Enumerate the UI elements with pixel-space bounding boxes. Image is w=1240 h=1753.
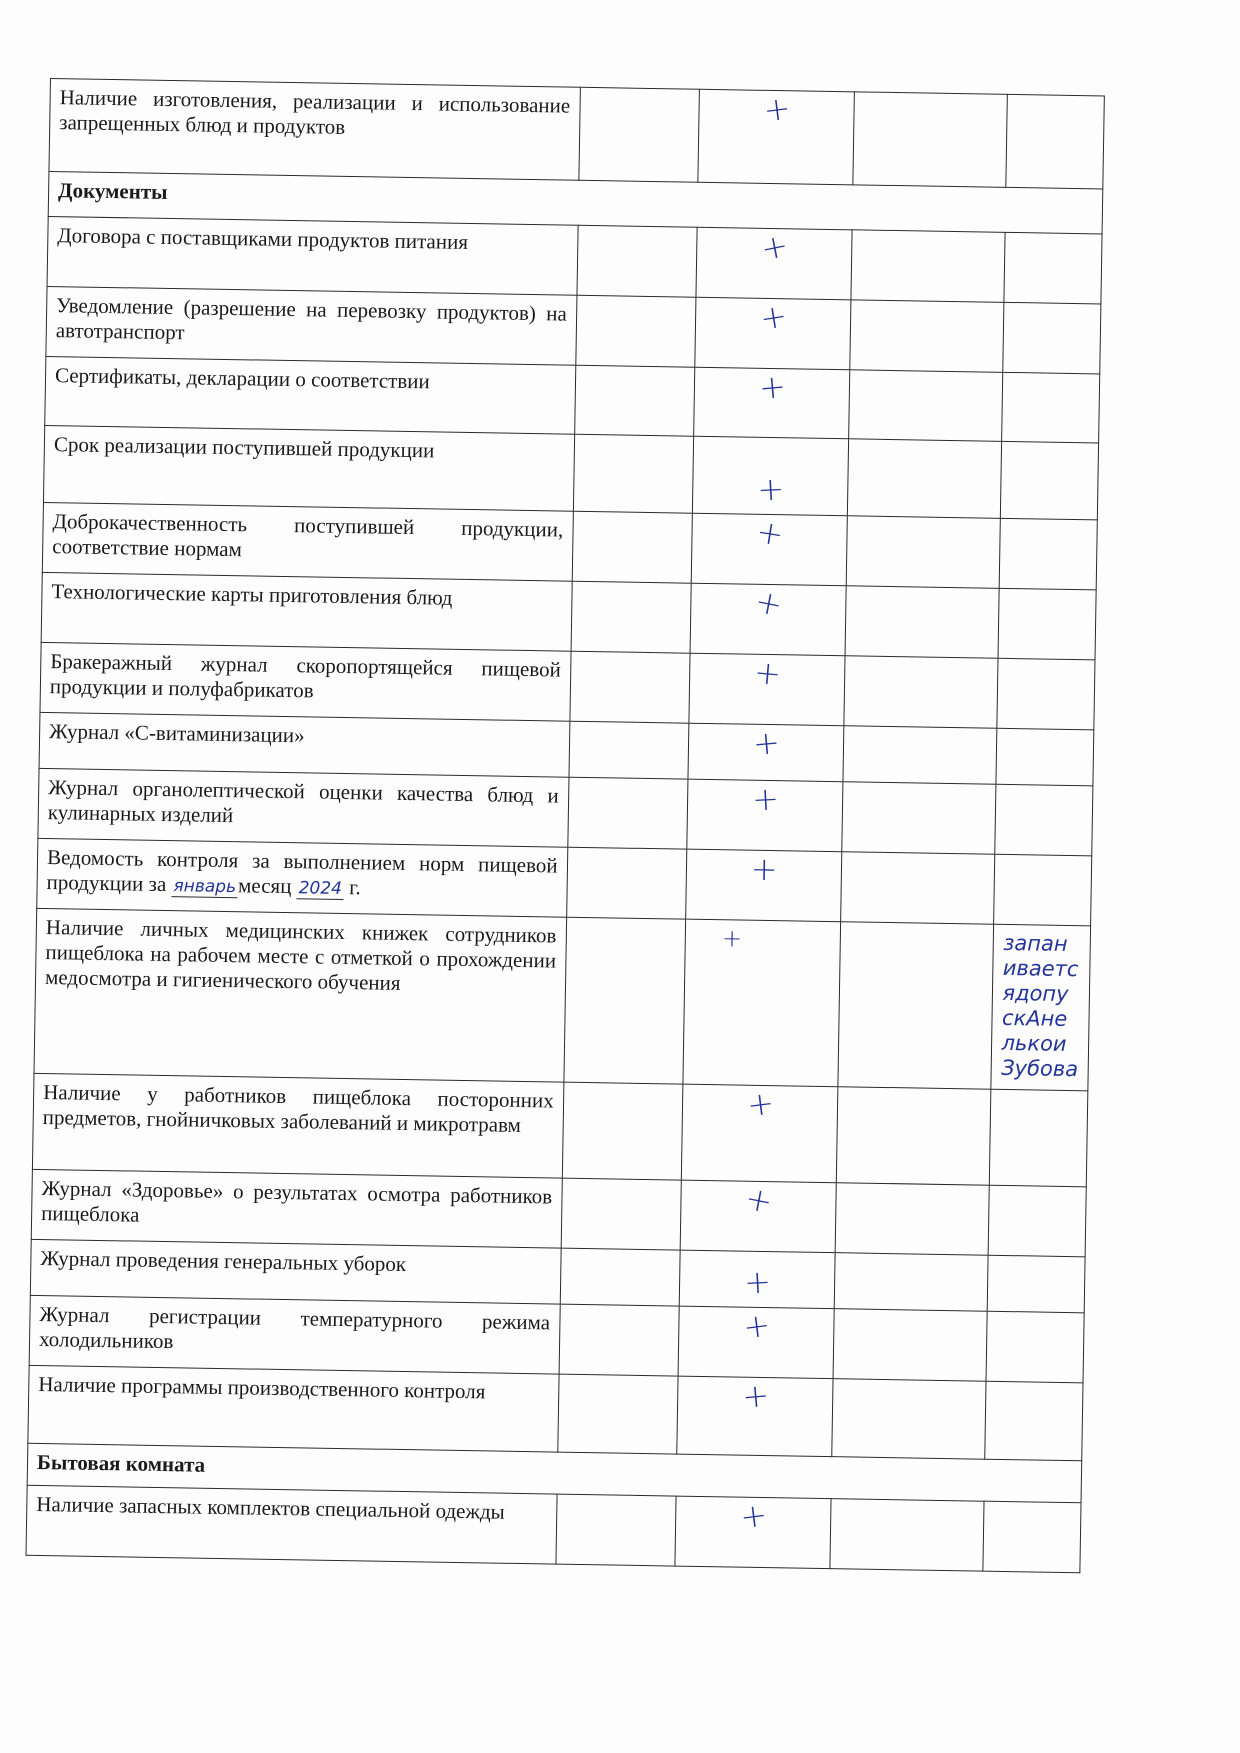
- item-text: Наличие изготовления, реализации и использование запрещенных блюд и продуктов: [49, 79, 580, 181]
- month-blank: [171, 874, 238, 898]
- check-mark-cell: [686, 849, 842, 922]
- empty-cell: [837, 1087, 992, 1186]
- plus-mark: +: [756, 469, 785, 509]
- plus-mark: +: [751, 722, 782, 764]
- empty-cell: [842, 782, 996, 855]
- check-mark-cell: [690, 583, 846, 656]
- item-text: Наличие программы производственного контроля: [28, 1365, 559, 1452]
- empty-cell: [841, 852, 995, 925]
- item-text: Журнал «Здоровье» о результатах осмотра работников пищеблока: [31, 1169, 562, 1248]
- item-text: Наличие личных медицинских книжек сотрудников пищеблока на рабочем месте с отметкой о прохождении медосмотра и гигиенического обучения: [34, 908, 566, 1082]
- check-mark-cell: [691, 513, 847, 586]
- empty-cell: [1000, 518, 1098, 590]
- empty-cell: [994, 854, 1092, 926]
- empty-cell: [998, 588, 1096, 660]
- handwritten-year: 2024: [298, 878, 343, 899]
- plus-mark: +: [742, 1262, 772, 1302]
- plus-mark: +: [721, 924, 743, 953]
- empty-cell: [844, 656, 998, 729]
- empty-cell: [569, 721, 689, 779]
- handwritten-month: январь: [173, 876, 237, 898]
- item-text: Журнал проведения генеральных уборок: [30, 1239, 560, 1304]
- empty-cell: [559, 1304, 680, 1376]
- empty-cell: [853, 92, 1008, 188]
- check-mark-cell: [695, 297, 851, 370]
- empty-cell: [990, 1089, 1088, 1187]
- empty-cell: [848, 439, 1002, 519]
- check-mark-cell: [681, 1084, 838, 1183]
- empty-cell: [849, 370, 1003, 442]
- empty-cell: [988, 1255, 1085, 1313]
- empty-cell: [986, 1311, 1084, 1383]
- empty-cell: [556, 1494, 677, 1566]
- empty-cell: [570, 651, 691, 723]
- check-mark-cell: [675, 1496, 831, 1569]
- item-text: Уведомление (разрешение на перевозку продуктов) на автотранспорт: [46, 286, 577, 365]
- table-row: [32, 1073, 1087, 1186]
- vedomost-text-year-suffix: г.: [349, 875, 361, 900]
- empty-cell: [1006, 94, 1104, 189]
- empty-cell: [983, 1501, 1081, 1573]
- inspection-checklist-table: [25, 78, 1104, 1573]
- empty-cell: [571, 581, 692, 653]
- plus-mark: +: [744, 1083, 776, 1125]
- item-text: Договора с поставщиками продуктов питания: [47, 216, 578, 295]
- empty-cell: [835, 1253, 989, 1312]
- empty-cell: [577, 225, 698, 297]
- table-row: [49, 79, 1104, 189]
- check-mark-cell: [688, 723, 844, 782]
- empty-cell: [573, 434, 694, 513]
- section-heading-household-room: Бытовая комната: [27, 1443, 1082, 1502]
- item-text: Срок реализации поступившей продукции: [43, 425, 574, 511]
- vedomost-text-start: Ведомость контроля за выполнением норм пищевой продукции за: [46, 845, 558, 897]
- empty-cell: [838, 922, 994, 1090]
- check-mark-cell: [680, 1180, 836, 1253]
- item-text: Наличие у работников пищеблока посторонних предметов, гнойничковых заболеваний и микротравм: [32, 1073, 563, 1178]
- item-text: Доброкачественность поступившей продукции, соответствие нормам: [42, 502, 573, 581]
- empty-cell: [1002, 372, 1100, 443]
- empty-cell: [1003, 302, 1101, 374]
- empty-cell: [567, 777, 688, 849]
- plus-mark: +: [752, 652, 783, 694]
- empty-cell: [557, 1374, 678, 1454]
- empty-cell: [1004, 232, 1102, 304]
- empty-cell: [572, 511, 693, 583]
- item-text: Журнал регистрации температурного режима холодильников: [29, 1295, 560, 1374]
- check-mark-cell: [678, 1306, 834, 1379]
- section-heading-documents: Документы: [48, 171, 1103, 233]
- plus-mark: +: [750, 849, 778, 889]
- empty-cell: [564, 917, 686, 1084]
- plus-mark: +: [742, 1178, 776, 1222]
- empty-cell: [562, 1082, 683, 1180]
- empty-cell: [1001, 441, 1099, 520]
- empty-cell: [851, 230, 1005, 303]
- plus-mark: +: [761, 88, 793, 130]
- empty-cell: [835, 1183, 989, 1256]
- empty-cell: [845, 586, 999, 659]
- check-mark-cell: [698, 89, 855, 185]
- plus-mark: +: [757, 366, 788, 408]
- empty-cell: [566, 847, 687, 919]
- plus-mark: +: [740, 1375, 771, 1416]
- year-blank: [296, 876, 344, 900]
- plus-mark: +: [753, 512, 787, 554]
- plus-mark: +: [757, 225, 792, 269]
- check-mark-cell: [687, 779, 843, 852]
- empty-cell: [575, 295, 696, 367]
- item-text-vedomost: [37, 838, 568, 917]
- item-text: Технологические карты приготовления блюд: [41, 572, 572, 651]
- check-mark-cell: [677, 1376, 833, 1457]
- check-mark-cell: [683, 919, 841, 1087]
- empty-cell: [985, 1381, 1083, 1461]
- empty-cell: [989, 1185, 1087, 1257]
- empty-cell: [996, 728, 1093, 786]
- item-text: Журнал «С-витаминизации»: [39, 712, 569, 777]
- empty-cell: [561, 1178, 682, 1250]
- check-mark-cell: [693, 436, 849, 516]
- empty-cell: [832, 1379, 986, 1460]
- check-mark-cell: [696, 227, 852, 300]
- plus-mark: +: [740, 1305, 773, 1347]
- check-mark-cell: [689, 653, 845, 726]
- empty-cell: [830, 1499, 984, 1572]
- check-mark-cell: [679, 1250, 835, 1309]
- empty-cell: [833, 1309, 987, 1382]
- item-text: Бракеражный журнал скоропортящейся пищевой продукции и полуфабрикатов: [40, 642, 571, 721]
- empty-cell: [850, 300, 1004, 373]
- empty-cell: [847, 516, 1001, 589]
- plus-mark: +: [751, 581, 786, 625]
- item-text: Журнал органолептической оценки качества блюд и кулинарных изделий: [38, 768, 569, 847]
- vedomost-text-month-word: месяц: [237, 873, 292, 899]
- plus-mark: +: [737, 1495, 770, 1537]
- item-text: Наличие запасных комплектов специальной одежды: [26, 1485, 557, 1564]
- check-mark-cell: [694, 367, 850, 439]
- plus-mark: +: [757, 296, 790, 338]
- empty-cell: [578, 87, 699, 182]
- empty-cell: [560, 1248, 680, 1306]
- empty-cell: [574, 365, 695, 436]
- plus-mark: +: [750, 779, 780, 819]
- empty-cell: [995, 784, 1093, 856]
- item-text: Сертификаты, декларации о соответствии: [45, 356, 576, 434]
- handwritten-note: запаниваетсядопускАнелькоиЗубова: [991, 924, 1090, 1091]
- empty-cell: [843, 726, 997, 785]
- empty-cell: [997, 658, 1095, 730]
- table-row: [34, 908, 1091, 1090]
